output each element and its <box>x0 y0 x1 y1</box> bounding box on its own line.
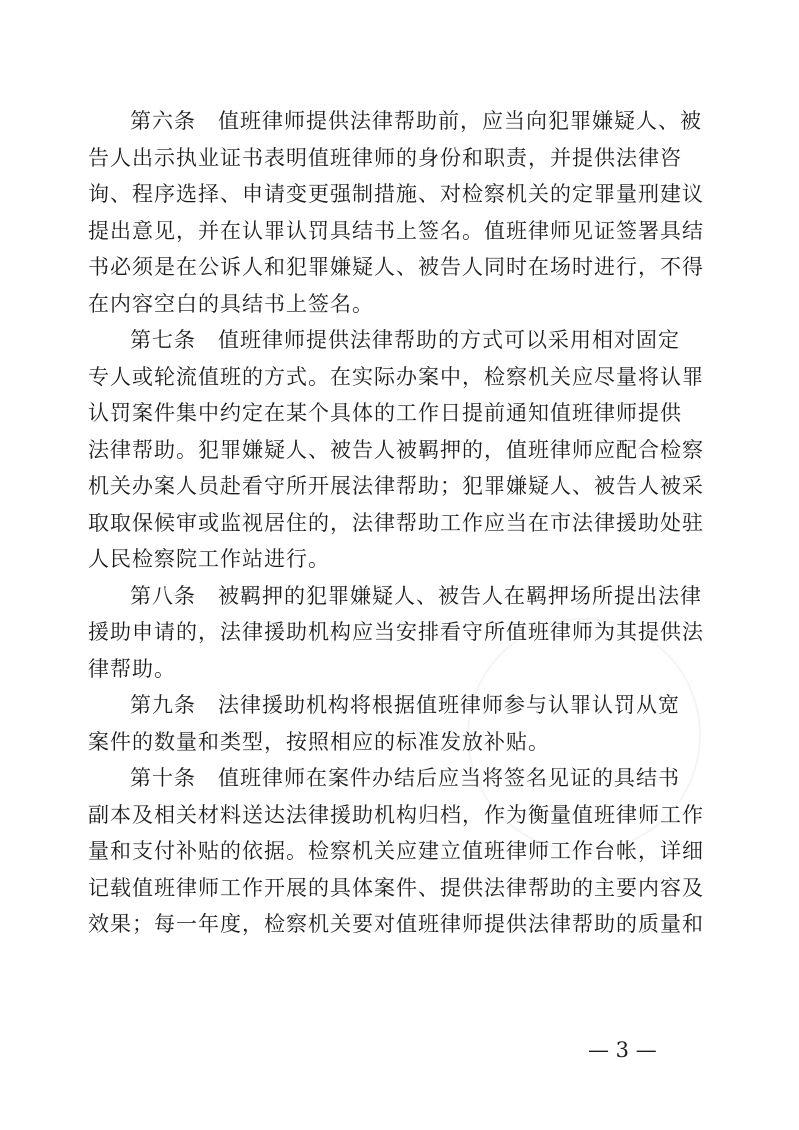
article-number: 第六条 <box>130 109 196 133</box>
article-line: 援助申请的，法律援助机构应当安排看守所值班律师为其提供法 <box>88 620 704 644</box>
article-line: 专人或轮流值班的方式。在实际办案中，检察机关应尽量将认罪 <box>88 364 704 389</box>
article-line: 第六条 值班律师提供法律帮助前，应当向犯罪嫌疑人、被 <box>88 103 688 140</box>
article-number: 第十条 <box>130 766 196 790</box>
article-line: 机关办案人员赴看守所开展法律帮助；犯罪嫌疑人、被告人被采 <box>88 474 704 498</box>
article-line: 第九条 法律援助机构将根据值班律师参与认罪认罚从宽 <box>88 687 688 724</box>
article-line: 书必须是在公诉人和犯罪嫌疑人、被告人同时在场时进行，不得 <box>88 255 704 279</box>
document-body <box>88 103 704 943</box>
article-line: 律帮助。 <box>88 656 176 681</box>
article-line: 取取保候审或监视居住的，法律帮助工作应当在市法律援助处驻 <box>88 510 704 535</box>
article-number: 第八条 <box>130 583 196 608</box>
article-line: 案件的数量和类型，按照相应的标准发放补贴。 <box>88 729 550 754</box>
article-line: 第七条 值班律师提供法律帮助的方式可以采用相对固定 <box>88 322 688 359</box>
article-line: 第八条 被羁押的犯罪嫌疑人、被告人在羁押场所提出法律 <box>88 578 688 615</box>
article-number: 第七条 <box>130 328 196 352</box>
article-line: 效果；每一年度，检察机关要对值班律师提供法律帮助的质量和 <box>88 912 704 936</box>
article-line: 法律帮助。犯罪嫌疑人、被告人被羁押的，值班律师应配合检察 <box>88 437 704 462</box>
page-number: — 3 — <box>588 1038 657 1062</box>
article-line: 副本及相关材料送达法律援助机构归档，作为衡量值班律师工作 <box>88 802 704 827</box>
article-line: 第十条 值班律师在案件办结后应当将签名见证的具结书 <box>88 760 688 797</box>
article-line: 认罚案件集中约定在某个具体的工作日提前通知值班律师提供 <box>88 401 682 425</box>
article-number: 第九条 <box>130 693 196 717</box>
article-line: 记载值班律师工作开展的具体案件、提供法律帮助的主要内容及 <box>88 875 704 900</box>
article-line: 询、程序选择、申请变更强制措施、对检察机关的定罪量刑建议 <box>88 182 704 206</box>
article-line: 量和支付补贴的依据。检察机关应建立值班律师工作台帐，详细 <box>88 839 704 863</box>
article-line: 告人出示执业证书表明值班律师的身份和职责，并提供法律咨 <box>88 145 682 170</box>
article-line: 提出意见，并在认罪认罚具结书上签名。值班律师见证签署具结 <box>88 218 704 243</box>
article-line: 人民检察院工作站进行。 <box>88 547 330 571</box>
article-line: 在内容空白的具结书上签名。 <box>88 291 374 316</box>
